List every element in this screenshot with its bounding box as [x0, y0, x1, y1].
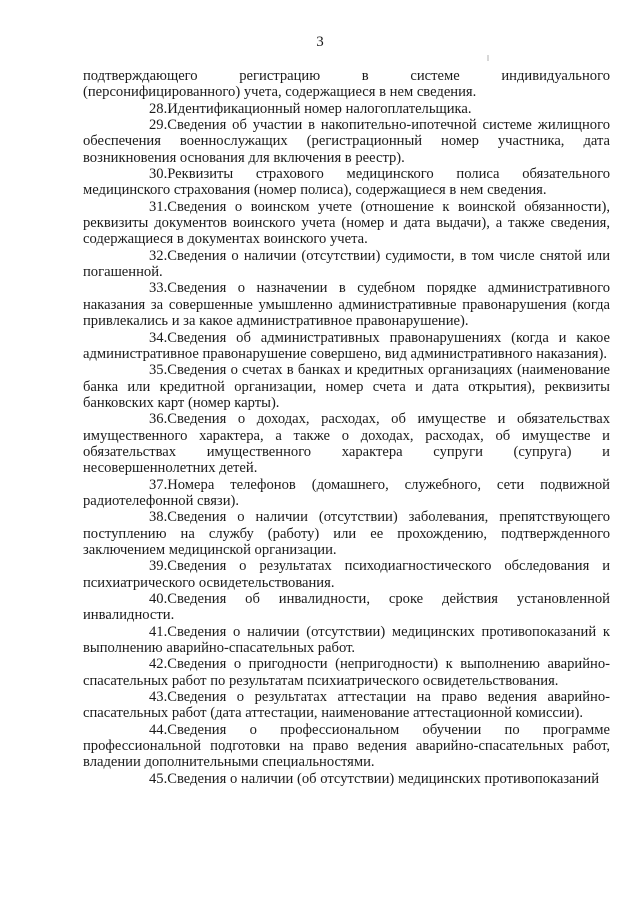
- list-item-44: [83, 722, 610, 771]
- item-text: Сведения о наличии (отсутствии) заболевания, препятствующего поступлению на службу (работу) или ее прохождению, подтвержденного заключением медицинской организации.: [83, 509, 610, 558]
- list-item-36: [83, 411, 610, 476]
- item-text: Сведения о наличии (отсутствии) медицинских противопоказаний к выполнению аварийно-спасательных работ.: [83, 623, 610, 657]
- item-text: Сведения о профессиональном обучении по программе профессиональной подготовки на право ведения аварийно-спасательных работ, владении дополнительными специальностями.: [83, 721, 610, 771]
- item-number: 40.: [149, 591, 168, 607]
- item-number: 35.: [149, 362, 168, 379]
- item-number: 43.: [149, 689, 168, 706]
- document-body: [83, 68, 610, 787]
- item-text: Сведения о доходах, расходах, об имуществе и обязательствах имущественного характера, а также о доходах, расходах, об имуществе и обязательствах имущественного характера супруги (супруга) и несовершеннолетних детей.: [83, 411, 610, 477]
- list-item-34: [83, 330, 610, 363]
- list-item-31: [83, 199, 610, 248]
- intro-paragraph: подтверждающего регистрацию в системе индивидуального (персонифицированного) учета, содержащиеся в нем сведения.: [83, 68, 610, 101]
- item-text: Сведения об участии в накопительно-ипотечной системе жилищного обеспечения военнослужащих (регистрационный номер участника, дата возникновения основания для включения в реестр).: [83, 117, 610, 166]
- item-text: Сведения о счетах в банках и кредитных организациях (наименование банка или кредитной организации, номер счета и дата открытия), реквизиты банковских карт (номер карты).: [83, 362, 610, 411]
- list-item-42: [83, 656, 610, 689]
- item-text: Сведения о назначении в судебном порядке административного наказания за совершенные умышленно административные правонарушения (когда привлекались и за какое административное правонарушение).: [83, 280, 610, 330]
- list-item-29: [83, 117, 610, 166]
- item-text: Сведения о наличии (об отсутствии) медицинских противопоказаний: [167, 770, 600, 787]
- list-item-45: [83, 771, 610, 787]
- item-number: 37.: [149, 476, 168, 493]
- list-item-33: [83, 280, 610, 329]
- item-number: 44.: [149, 721, 168, 738]
- list-item-43: [83, 689, 610, 722]
- list-item-40: [83, 591, 610, 624]
- item-number: 28.: [149, 100, 168, 117]
- list-item-28: [83, 101, 610, 117]
- item-number: 39.: [149, 558, 168, 575]
- item-number: 31.: [149, 198, 168, 215]
- item-text: Сведения об инвалидности, сроке действия установленной инвалидности.: [83, 591, 610, 624]
- list-item-35: [83, 362, 610, 411]
- item-number: 41.: [149, 623, 168, 640]
- item-text: Номера телефонов (домашнего, служебного, сети подвижной радиотелефонной связи).: [83, 476, 610, 509]
- item-text: Сведения об административных правонарушениях (когда и какое административное правонарушение совершено, вид административного наказания).: [83, 329, 610, 362]
- list-item-37: [83, 477, 610, 510]
- item-number: 36.: [149, 411, 168, 428]
- item-number: 45.: [149, 770, 168, 787]
- list-item-30: [83, 166, 610, 199]
- item-text: Идентификационный номер налогоплательщика.: [167, 100, 472, 117]
- page-number: 3: [316, 34, 324, 50]
- list-item-32: [83, 248, 610, 281]
- item-text: Сведения о наличии (отсутствии) судимости, в том числе снятой или погашенной.: [83, 247, 610, 281]
- item-text: Сведения о пригодности (непригодности) к выполнению аварийно-спасательных работ по результатам психиатрического освидетельствования.: [83, 656, 610, 689]
- item-text: Сведения о результатах психодиагностического обследования и психиатрического освидетельствования.: [83, 558, 610, 591]
- item-number: 34.: [149, 329, 168, 346]
- list-item-38: [83, 509, 610, 558]
- item-text: Сведения о результатах аттестации на право ведения аварийно-спасательных работ (дата аттестации, наименование аттестационной комиссии).: [83, 689, 610, 722]
- item-number: 42.: [149, 656, 168, 673]
- list-item-41: [83, 624, 610, 657]
- scan-mark: [487, 55, 489, 61]
- item-number: 33.: [149, 280, 168, 297]
- item-number: 38.: [149, 509, 168, 526]
- item-number: 32.: [149, 247, 168, 264]
- item-text: Реквизиты страхового медицинского полиса обязательного медицинского страхования (номер полиса), содержащиеся в нем сведения.: [83, 166, 610, 199]
- list-item-39: [83, 558, 610, 591]
- item-number: 30.: [149, 166, 168, 183]
- item-text: Сведения о воинском учете (отношение к воинской обязанности), реквизиты документов воинского учета (номер и дата выдачи), а также сведения, содержащиеся в документах воинского учета.: [83, 198, 610, 248]
- item-number: 29.: [149, 117, 168, 134]
